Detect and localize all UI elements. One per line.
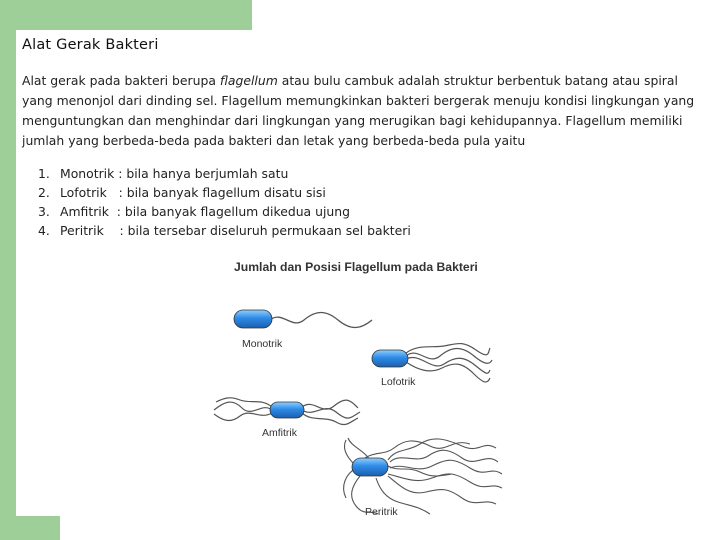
list-item (38, 202, 411, 221)
flagellum-type-list (38, 164, 411, 240)
label-amfitrik: Amfitrik (262, 427, 297, 439)
list-term: Monotrik (60, 166, 115, 181)
amfitrik-bacterium (214, 398, 360, 425)
list-description: : bila banyak flagellum dikedua ujung (108, 204, 350, 219)
list-number: 4. (38, 223, 50, 238)
paragraph-italic-term: flagellum (219, 73, 278, 88)
decorative-green-bar-bottom (0, 516, 60, 540)
list-number: 2. (38, 185, 50, 200)
list-number: 1. (38, 166, 50, 181)
list-number: 3. (38, 204, 50, 219)
label-monotrik: Monotrik (242, 338, 283, 350)
list-term: Amfitrik (60, 204, 109, 219)
list-item (38, 221, 411, 240)
paragraph-text-start: Alat gerak pada bakteri berupa (22, 73, 220, 88)
list-description: : bila hanya berjumlah satu (114, 166, 289, 181)
label-lofotrik: Lofotrik (381, 376, 416, 388)
page-title: Alat Gerak Bakteri (22, 37, 159, 53)
paragraph-text-rest: atau bulu cambuk adalah struktur berbentuk batang atau spiral yang menonjol dari dinding sel. Flagellum memungkinkan bakteri bergerak menuju kondisi lingkungan yang menguntungkan dan menghindar dari lingkungan yang merugikan bagi kehidupannya. Flagellum memiliki jumlah yang berbeda-beda pada bakteri dan letak yang berbeda-beda pula yaitu (22, 73, 695, 148)
list-term: Lofotrik (60, 185, 107, 200)
label-peritrik: Peritrik (365, 506, 398, 518)
monotrik-bacterium (234, 310, 372, 328)
peritrik-bacterium (344, 438, 502, 514)
decorative-green-bar-top (0, 0, 252, 30)
intro-paragraph (22, 71, 712, 151)
diagram-title: Jumlah dan Posisi Flagellum pada Bakteri (234, 260, 478, 274)
flagellum-diagram (200, 252, 520, 516)
flagellum-diagram-svg (200, 252, 520, 516)
decorative-green-bar-left (0, 0, 16, 540)
list-description: : bila banyak flagellum disatu sisi (106, 185, 326, 200)
list-item (38, 183, 411, 202)
list-item (38, 164, 411, 183)
list-description: : bila tersebar diseluruh permukaan sel bakteri (103, 223, 411, 238)
list-term: Peritrik (60, 223, 104, 238)
